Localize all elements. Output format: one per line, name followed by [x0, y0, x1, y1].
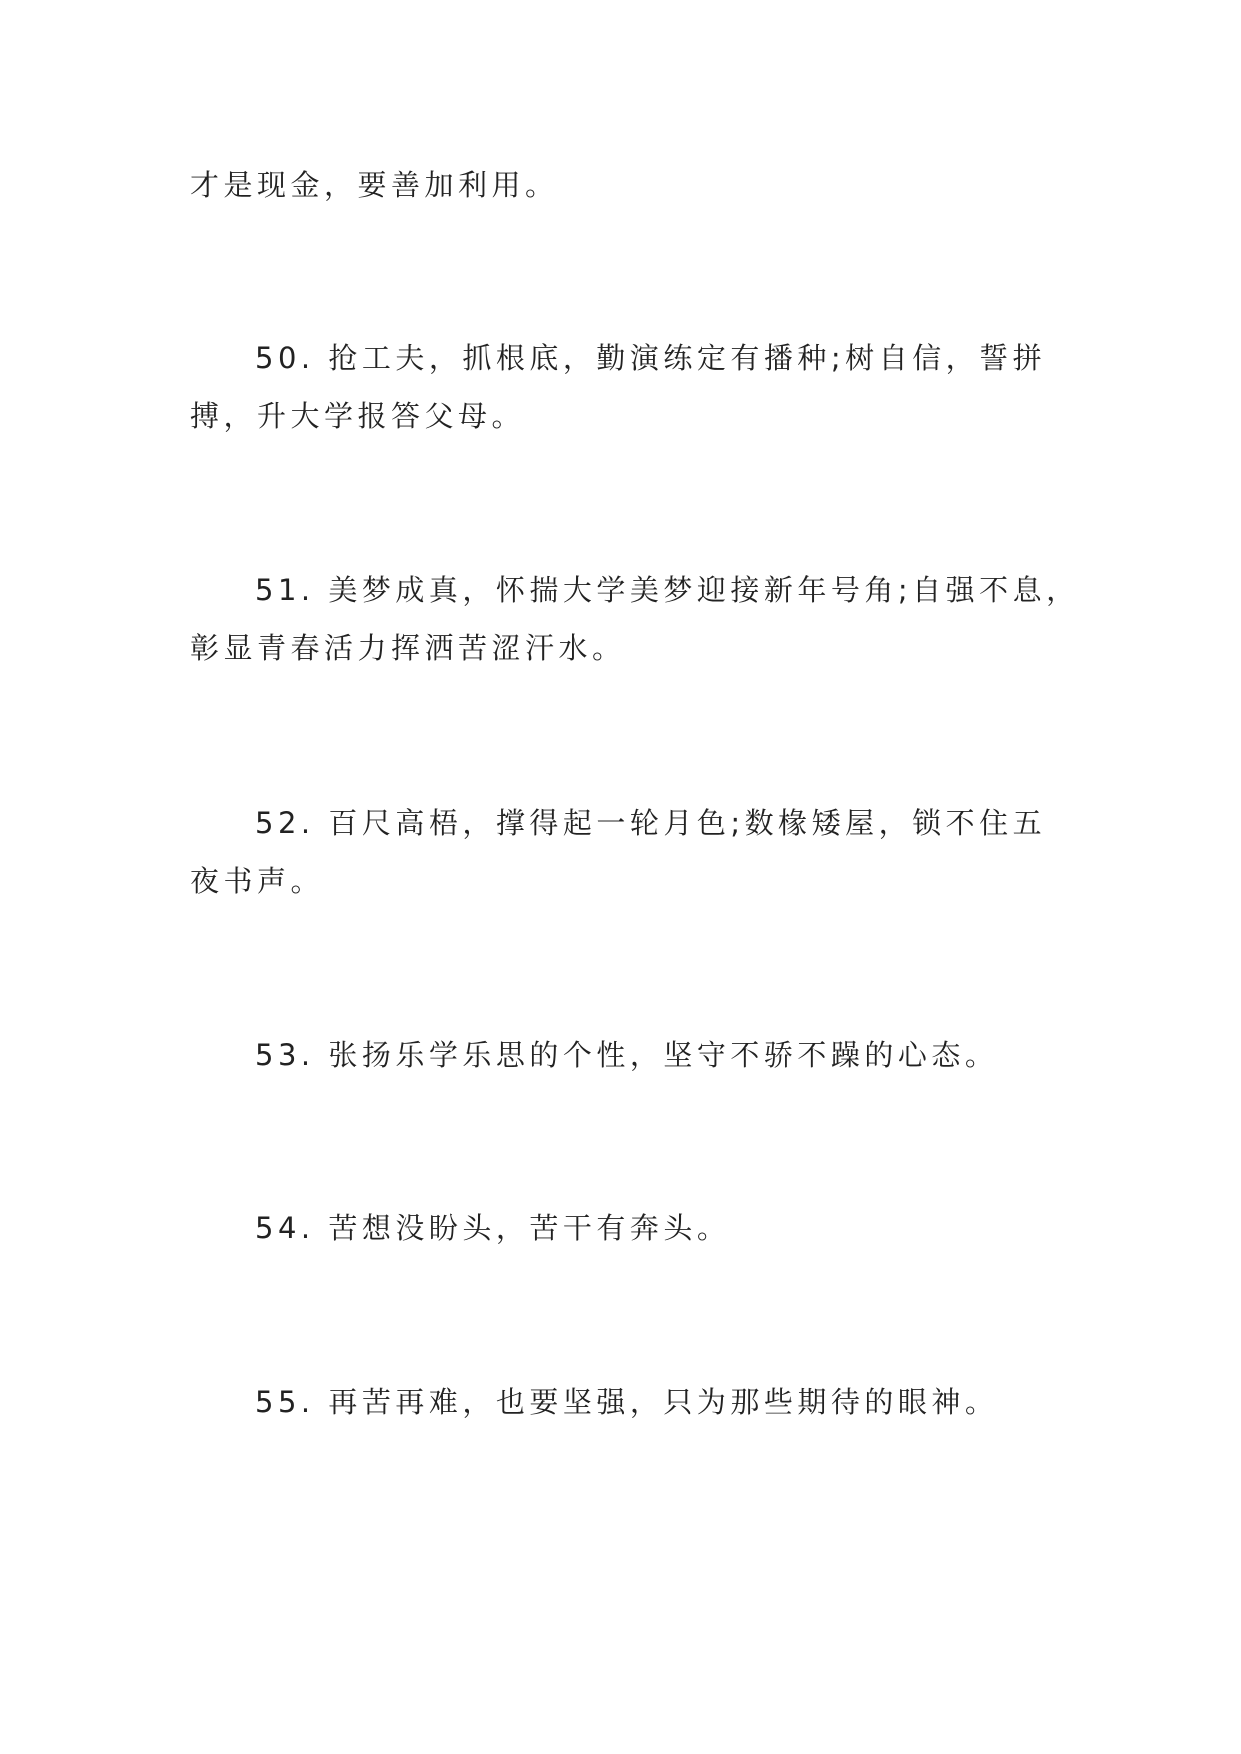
text-line: 夜书声。	[190, 864, 325, 898]
text-line: 53. 张扬乐学乐思的个性，坚守不骄不躁的心态。	[255, 1038, 999, 1072]
paragraph-continuation	[190, 156, 1070, 214]
paragraph-item-52	[190, 794, 1070, 910]
paragraph-item-53	[190, 1026, 1070, 1084]
paragraph-item-51	[190, 561, 1080, 677]
paragraph-item-55	[190, 1373, 1070, 1431]
text-line: 彰显青春活力挥洒苦涩汗水。	[190, 631, 626, 665]
text-line: 50. 抢工夫，抓根底，勤演练定有播种;树自信，誓拼	[255, 341, 1047, 375]
text-line: 54. 苦想没盼头，苦干有奔头。	[255, 1211, 731, 1245]
text-line: 52. 百尺高梧，撑得起一轮月色;数椽矮屋，锁不住五	[255, 806, 1047, 840]
text-line: 55. 再苦再难，也要坚强，只为那些期待的眼神。	[255, 1385, 999, 1419]
text-line: 搏，升大学报答父母。	[190, 399, 526, 433]
paragraph-item-50	[190, 329, 1070, 445]
text-line: 才是现金，要善加利用。	[190, 168, 559, 202]
text-line: 51. 美梦成真，怀揣大学美梦迎接新年号角;自强不息，	[255, 573, 1080, 607]
paragraph-item-54	[190, 1199, 1070, 1257]
